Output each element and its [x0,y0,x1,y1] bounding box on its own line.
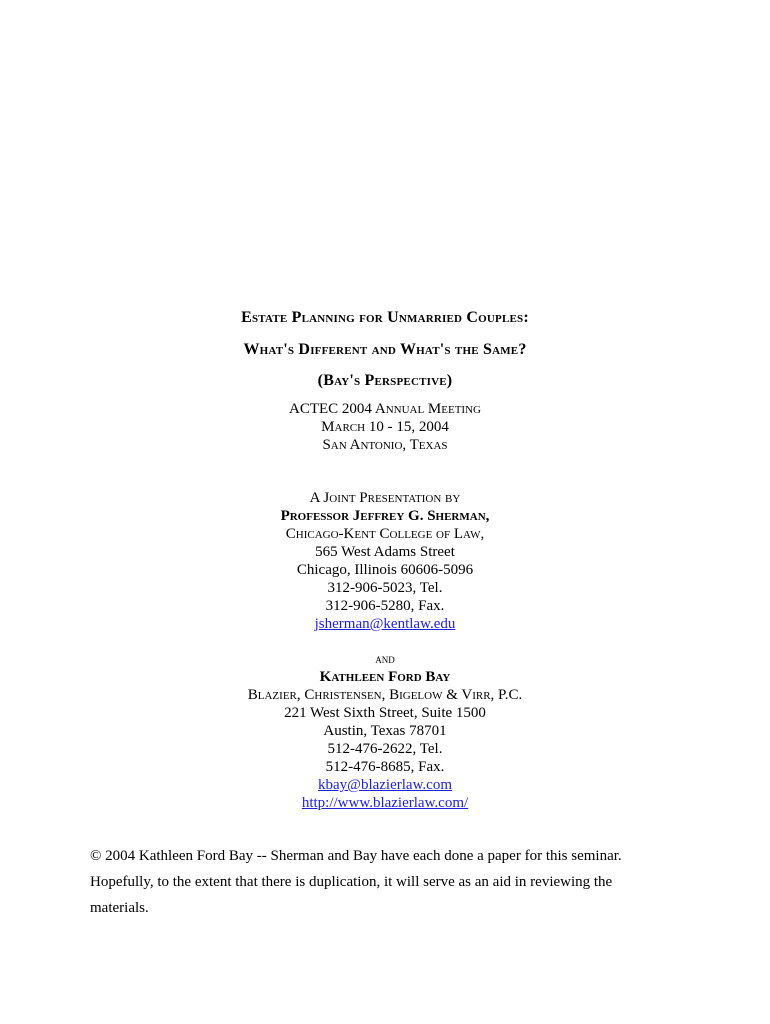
presenter-email-link[interactable]: kbay@blazierlaw.com [317,777,453,793]
presenter-bay [0,668,770,812]
presenter-org: Chicago-Kent College of Law, [285,526,485,542]
conjunction [0,650,770,668]
presenter-name: Kathleen Ford Bay [319,669,451,685]
meeting-info [0,400,770,454]
title-line-2: What's Different and What's the Same? [243,341,527,358]
presenter-fax: 312-906-5280, Fax. [325,598,445,614]
presenter-email-link[interactable]: jsherman@kentlaw.edu [314,616,456,632]
meeting-name: ACTEC 2004 Annual Meeting [289,401,481,417]
copyright-note-line-1: © 2004 Kathleen Ford Bay -- Sherman and Bay have each done a paper for this seminar. [90,848,622,864]
presenter-website-link[interactable]: http://www.blazierlaw.com/ [301,795,469,811]
presenter-tel: 312-906-5023, Tel. [327,580,443,596]
title-line-1: Estate Planning for Unmarried Couples: [241,309,529,326]
meeting-location: San Antonio, Texas [322,437,448,453]
presenter-org: Blazier, Christensen, Bigelow & Virr, P.C. [247,687,523,703]
and-label: and [375,651,395,666]
copyright-note-line-3: materials. [90,900,149,916]
title-line-3: (Bay's Perspective) [317,372,453,389]
meeting-dates: March 10 - 15, 2004 [321,419,449,435]
presenter-sherman [0,489,770,633]
presenter-street: 221 West Sixth Street, Suite 1500 [284,705,486,721]
presenter-city: Austin, Texas 78701 [323,723,447,739]
presenter-fax: 512-476-8685, Fax. [325,759,445,775]
presenter-name: Professor Jeffrey G. Sherman, [280,508,490,524]
presenter-city: Chicago, Illinois 60606-5096 [296,562,474,578]
copyright-note-line-2: Hopefully, to the extent that there is duplication, it will serve as an aid in reviewing the [90,874,613,890]
presentation-intro: A Joint Presentation by [309,490,461,506]
presenter-street: 565 West Adams Street [315,544,455,560]
presenter-tel: 512-476-2622, Tel. [327,741,443,757]
